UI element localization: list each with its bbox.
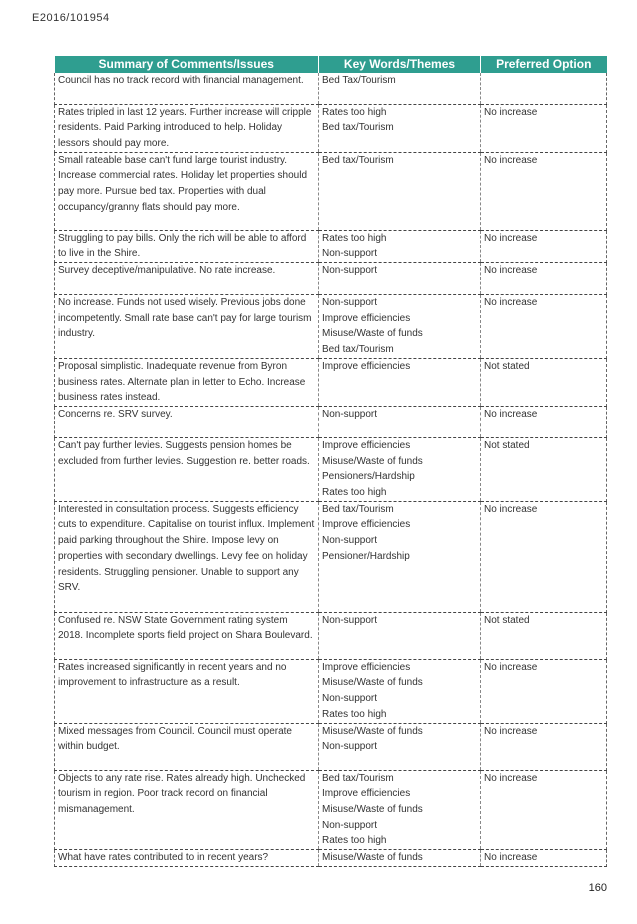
summary-cell: Proposal simplistic. Inadequate revenue from Byron business rates. Alternate plan in letter to Echo. Increase business rates instead. (55, 358, 319, 406)
keyword-item: Misuse/Waste of funds (322, 803, 423, 815)
keywords-cell (319, 437, 481, 501)
keyword-item: Non-support (322, 741, 378, 753)
keywords-cell (319, 230, 481, 262)
preferred-option-cell: No increase (481, 295, 607, 359)
keyword-item: Bed tax/Tourism (322, 772, 394, 784)
preferred-option-cell: No increase (481, 723, 607, 770)
keywords-cell (319, 406, 481, 437)
keyword-item: Rates too high (322, 708, 387, 720)
keyword-item: Rates too high (322, 835, 387, 847)
summary-cell: Rates tripled in last 12 years. Further increase will cripple residents. Paid Parking introduced to help. Holiday lessors should pay more. (55, 104, 319, 152)
header-preferred-option: Preferred Option (481, 56, 607, 73)
summary-cell: No increase. Funds not used wisely. Previous jobs done incompetently. Small rate base can't pay for large tourism industry. (55, 295, 319, 359)
keywords-cell (319, 501, 481, 612)
summary-cell: Small rateable base can't fund large tourist industry. Increase commercial rates. Holiday let properties should pay more. Pursue bed tax. Properties with dual occupancy/granny flats should pay more. (55, 152, 319, 230)
preferred-option-cell: Not stated (481, 612, 607, 659)
keywords-cell (319, 295, 481, 359)
keyword-item: Non-support (322, 408, 378, 420)
table-row (55, 358, 607, 406)
keyword-item: Misuse/Waste of funds (322, 455, 423, 467)
keyword-item: Pensioners/Hardship (322, 471, 415, 483)
keywords-cell (319, 770, 481, 850)
summary-cell: Interested in consultation process. Suggests efficiency cuts to expenditure. Capitalise on tourist influx. Implement paid parking throughout the Shire. Impose levy on properties with secondary dwellings. Levy fee on holiday residents. Struggling pensioner. Unable to support any SRV. (55, 501, 319, 612)
keyword-item: Rates too high (322, 106, 387, 118)
page-number: 160 (588, 882, 607, 894)
keyword-item: Rates too high (322, 487, 387, 499)
summary-cell: Survey deceptive/manipulative. No rate increase. (55, 263, 319, 295)
preferred-option-cell: No increase (481, 104, 607, 152)
summary-cell: Concerns re. SRV survey. (55, 406, 319, 437)
comments-table-container (54, 56, 606, 867)
keyword-item: Non-support (322, 248, 378, 260)
keyword-item: Bed tax/Tourism (322, 122, 394, 134)
keyword-item: Non-support (322, 265, 378, 277)
keyword-item: Improve efficiencies (322, 661, 411, 673)
keyword-item: Non-support (322, 614, 378, 626)
summary-cell: Mixed messages from Council. Council must operate within budget. (55, 723, 319, 770)
table-row (55, 406, 607, 437)
keyword-item: Improve efficiencies (322, 439, 411, 451)
summary-cell: Can't pay further levies. Suggests pension homes be excluded from further levies. Suggestion re. better roads. (55, 437, 319, 501)
keyword-item: Non-support (322, 297, 378, 309)
preferred-option-cell: No increase (481, 152, 607, 230)
keywords-cell (319, 73, 481, 104)
preferred-option-cell: No increase (481, 230, 607, 262)
table-row (55, 659, 607, 723)
table-row (55, 723, 607, 770)
preferred-option-cell: No increase (481, 659, 607, 723)
summary-cell: Struggling to pay bills. Only the rich will be able to afford to live in the Shire. (55, 230, 319, 262)
keyword-item: Bed tax/Tourism (322, 344, 394, 356)
table-body (55, 73, 607, 866)
table-row (55, 850, 607, 867)
keyword-item: Non-support (322, 819, 378, 831)
keywords-cell (319, 723, 481, 770)
keywords-cell (319, 263, 481, 295)
keyword-item: Bed tax/Tourism (322, 503, 394, 515)
keywords-cell (319, 358, 481, 406)
keyword-item: Pensioner/Hardship (322, 550, 410, 562)
table-row (55, 437, 607, 501)
keyword-item: Improve efficiencies (322, 312, 411, 324)
keywords-cell (319, 152, 481, 230)
summary-cell: Rates increased significantly in recent years and no improvement to infrastructure as a result. (55, 659, 319, 723)
preferred-option-cell: No increase (481, 850, 607, 867)
keyword-item: Bed Tax/Tourism (322, 75, 396, 86)
summary-cell: Objects to any rate rise. Rates already high. Unchecked tourism in region. Poor track record on financial mismanagement. (55, 770, 319, 850)
preferred-option-cell: No increase (481, 501, 607, 612)
preferred-option-cell: Not stated (481, 437, 607, 501)
keyword-item: Improve efficiencies (322, 519, 411, 531)
preferred-option-cell: Not stated (481, 358, 607, 406)
header-summary: Summary of Comments/Issues (55, 56, 319, 73)
preferred-option-cell (481, 73, 607, 104)
summary-cell: What have rates contributed to in recent years? (55, 850, 319, 867)
summary-cell: Council has no track record with financial management. (55, 73, 319, 104)
preferred-option-cell: No increase (481, 263, 607, 295)
table-row (55, 263, 607, 295)
keywords-cell (319, 659, 481, 723)
keyword-item: Bed tax/Tourism (322, 154, 394, 166)
keyword-item: Misuse/Waste of funds (322, 725, 423, 737)
keyword-item: Improve efficiencies (322, 360, 411, 372)
header-keywords: Key Words/Themes (319, 56, 481, 73)
keyword-item: Non-support (322, 693, 378, 705)
table-row (55, 73, 607, 104)
table-row (55, 152, 607, 230)
keyword-item: Misuse/Waste of funds (322, 328, 423, 340)
keywords-cell (319, 612, 481, 659)
keyword-item: Improve efficiencies (322, 788, 411, 800)
summary-cell: Confused re. NSW State Government rating system 2018. Incomplete sports field project on Shara Boulevard. (55, 612, 319, 659)
keywords-cell (319, 850, 481, 867)
table-row (55, 612, 607, 659)
comments-table (54, 56, 607, 867)
preferred-option-cell: No increase (481, 406, 607, 437)
table-row (55, 104, 607, 152)
table-row (55, 501, 607, 612)
keyword-item: Misuse/Waste of funds (322, 852, 423, 864)
preferred-option-cell: No increase (481, 770, 607, 850)
keyword-item: Misuse/Waste of funds (322, 677, 423, 689)
keyword-item: Non-support (322, 535, 378, 547)
table-row (55, 230, 607, 262)
document-reference: E2016/101954 (32, 12, 110, 24)
table-row (55, 770, 607, 850)
keywords-cell (319, 104, 481, 152)
table-header-row (55, 56, 607, 73)
keyword-item: Rates too high (322, 232, 387, 244)
table-row (55, 295, 607, 359)
